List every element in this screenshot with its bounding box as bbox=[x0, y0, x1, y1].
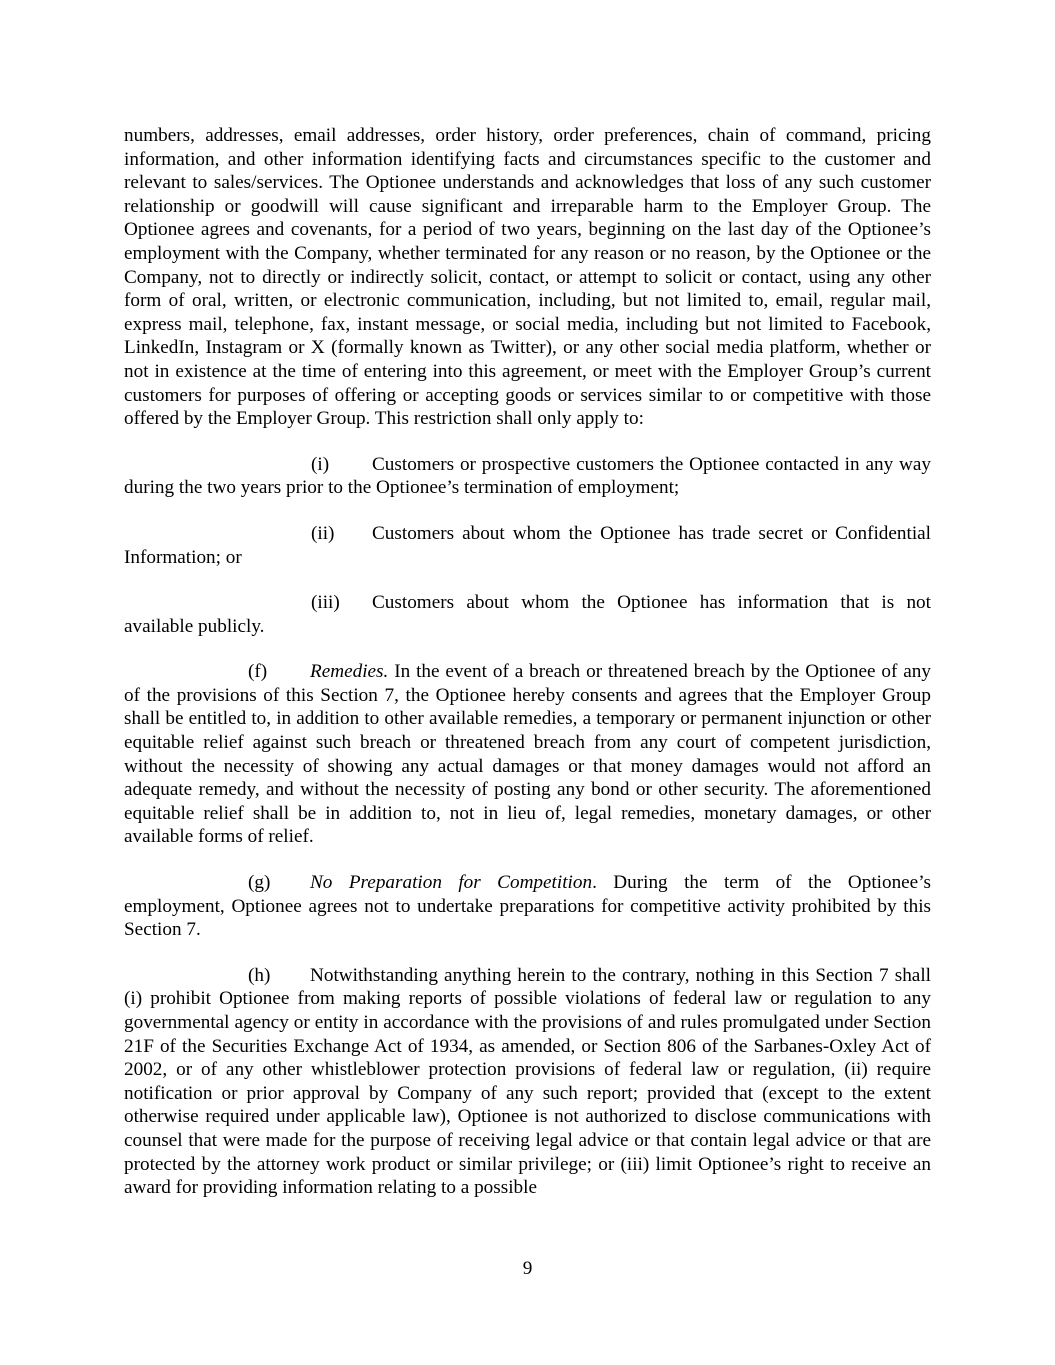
section-number: (h) bbox=[248, 964, 271, 986]
page-number: 9 bbox=[522, 1258, 533, 1279]
section-h-notwithstanding bbox=[124, 964, 931, 1200]
section-heading: Remedies. bbox=[310, 661, 389, 683]
sub-item-number: (i) bbox=[311, 453, 330, 475]
sub-item-number: (iii) bbox=[311, 592, 340, 614]
sub-item-text: Customers about whom the Optionee has trade secret or Confidential Information; or bbox=[124, 522, 931, 568]
sub-item-text: Customers about whom the Optionee has information that is not available publicly. bbox=[124, 592, 931, 637]
sub-item-number: (ii) bbox=[311, 522, 335, 544]
section-text: Notwithstanding anything herein to the contrary, nothing in this Section 7 shall (i) prohibit Optionee from making reports of possible violations of federal law or regulation to any governmental agency or entity in accordance with the provisions of and rules promulgated under Section 21F of the Securities Exchange Act of 1934, as amended, or Section 806 of the Sarbanes-Oxley Act of 2002, or of any other whistleblower protection provisions of federal law or regulation, (ii) require notification or prior approval by Company of any such report; provided that (except to the extent otherwise required under applicable law), Optionee is not authorized to disclose communications with counsel that were made for the purpose of receiving legal advice or that contain legal advice or that are protected by the attorney work product or similar privilege; or (iii) limit Optionee’s right to receive an award for providing information relating to a possible bbox=[124, 964, 931, 1199]
document-body bbox=[124, 124, 931, 1200]
sub-item-iii bbox=[124, 591, 931, 638]
intro-paragraph: numbers, addresses, email addresses, order history, order preferences, chain of command, pricing information, and other information identifying facts and circumstances specific to the customer and relevant to sales/services. The Optionee understands and acknowledges that loss of any such customer relationship or goodwill will cause significant and irreparable harm to the Employer Group. The Optionee agrees and covenants, for a period of two years, beginning on the last day of the Optionee’s employment with the Company, whether terminated for any reason or no reason, by the Optionee or the Company, not to directly or indirectly solicit, contact, or attempt to solicit or contact, using any other form of oral, written, or electronic communication, including, but not limited to, email, regular mail, express mail, telephone, fax, instant message, or social media, including but not limited to Facebook, LinkedIn, Instagram or X (formally known as Twitter), or any other social media platform, whether or not in existence at the time of entering into this agreement, or meet with the Employer Group’s current customers for purposes of offering or accepting goods or services similar to or competitive with those offered by the Employer Group. This restriction shall only apply to: bbox=[124, 125, 931, 430]
sub-item-i bbox=[124, 453, 931, 500]
section-g-no-preparation bbox=[124, 871, 931, 942]
sub-item-text: Customers or prospective customers the Optionee contacted in any way during the two years prior to the Optionee’s termination of employment; bbox=[124, 453, 931, 499]
section-number: (f) bbox=[248, 661, 268, 683]
section-number: (g) bbox=[248, 872, 271, 894]
sub-item-ii bbox=[124, 522, 931, 569]
section-text: In the event of a breach or threatened breach by the Optionee of any of the provisions of this Section 7, the Optionee hereby consents and agrees that the Employer Group shall be entitled to, in addition to other available remedies, a temporary or permanent injunction or other equitable relief against such breach or threatened breach from any court of competent jurisdiction, without the necessity of showing any actual damages or that money damages would not afford an adequate remedy, and without the necessity of posting any bond or other security. The aforementioned equitable relief shall be in addition to, not in lieu of, legal remedies, monetary damages, or other available forms of relief. bbox=[124, 661, 931, 848]
section-heading: No Preparation for Competition bbox=[310, 872, 593, 894]
section-text: . During the term of the Optionee’s employment, Optionee agrees not to undertake preparations for competitive activity prohibited by this Section 7. bbox=[124, 872, 931, 941]
section-f-remedies bbox=[124, 660, 931, 849]
